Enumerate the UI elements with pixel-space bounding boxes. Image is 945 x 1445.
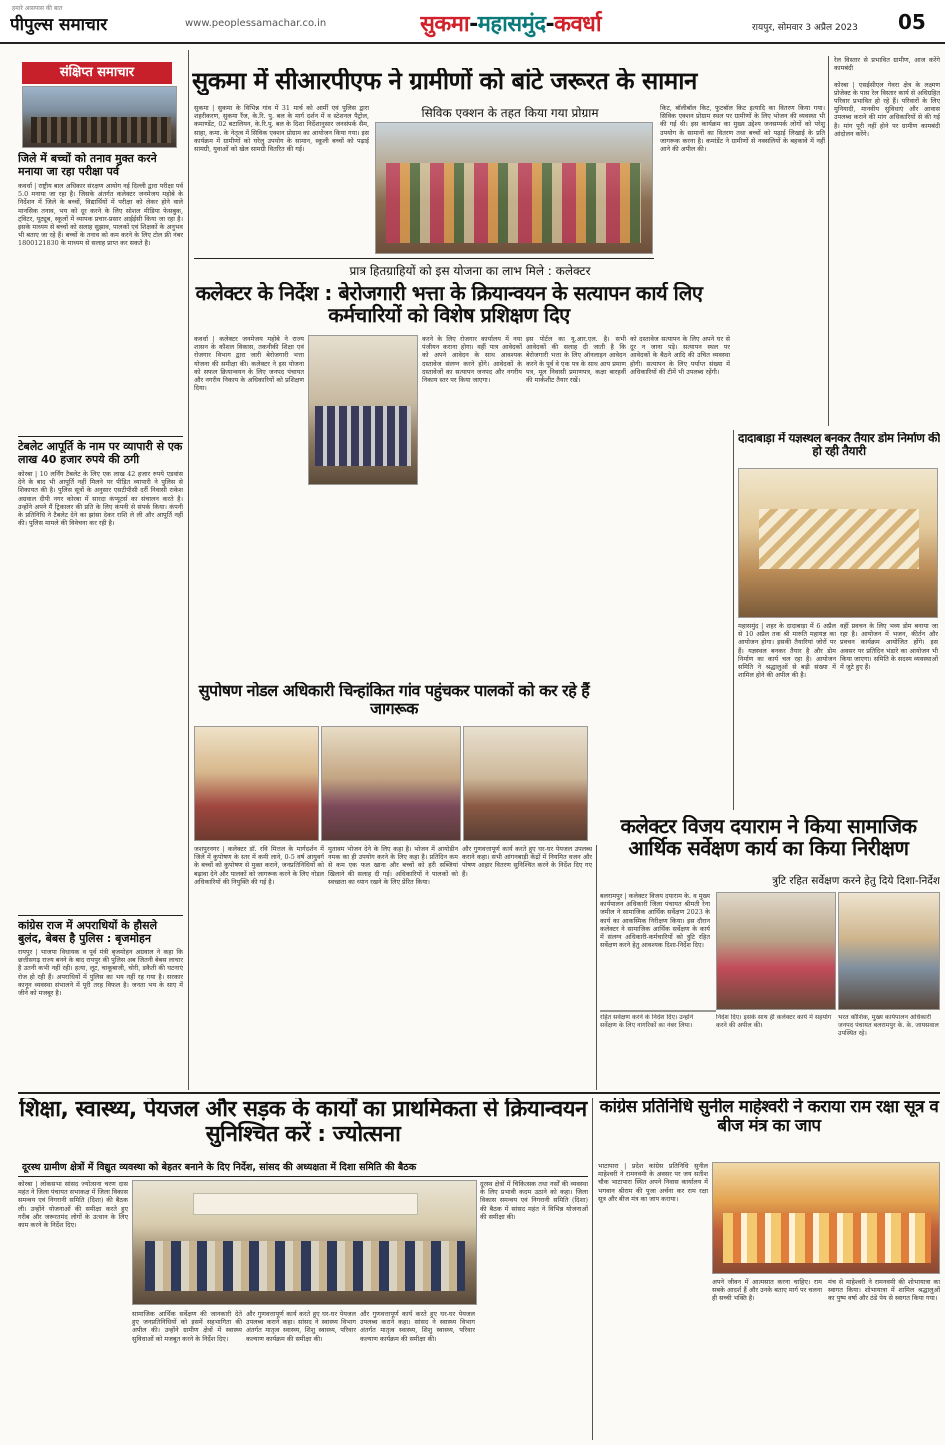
story2-body-3: इस पोर्टल का यू.आर.एल. है। सभी आवेदकों की सलाह दी जाती है कि बेरोजगारी भत्ता के लिए ऑनलाइन आवेदन करने के पूर्व वे एक पत्र के साथ आय प्रमाण पत्र, मूल निवासी प्रमाणपत्र, कक्षा बारहवीं की मार्कशीट तैयार रखें।: [526, 335, 626, 385]
story1-body-left: सुकमा | सुकमा के विभिन्न गांव में 31 मार्च को आर्मी एवं पुलिस द्वारा शहरीकरण, सुकमा रैंज, के.रि. पु. बल के मार्ग दर्शन में व स्टेशनल पैट्रोल, कमाण्डेंट, 02 बटालियन, के.रि.पु. बल के दिशा निर्देशानुसार जनसंपर्क सैम, साहा, कमा. के नेतृत्व में सिविक एक्शन प्रोग्राम का आयोजन किया गया। इस कार्यक्रम में ग्रामीणों को घरेलु उपयोग के सामान, स्कूली बच्चों को पढ़ाई सामग्री, युवाओं को खेल सामग्री वितरित की गई।: [194, 104, 369, 154]
story6-kicker: दूरस्थ ग्रामीण क्षेत्रों में विद्युत व्यवस्था को बेहतर बनाने के दिए निर्देश, सांसद की अध्यक्षता में दिशा समिति की बैठक: [22, 1162, 417, 1173]
nutrition-awareness-photo-2: [321, 726, 461, 841]
students-exam-photo: [22, 86, 177, 148]
story4-headline: सुपोषण नोडल अधिकारी चिन्हांकित गांव पहुंचकर पालकों को कर रहे हैं जागरूक: [198, 682, 590, 718]
story5-caption-2: निर्देश दिए। इसके साथ ही कलेक्टर कार्य में सहयोग करने की अपील की।: [716, 1014, 832, 1029]
ram-raksha-ceremony-photo: [712, 1162, 940, 1274]
story3-body-right: वहीं प्रवचन के लिए भव्य डोम बनाया जा रहा है। आयोजन में भजन, कीर्तन और प्रवचन कार्यक्रम आयोजित होंगे। इस अवसर पर प्रतिदिन भंडारे का आयोजन भी किया जाएगा। समिति के सदस्य व्यवस्थाओं में जुटे हुए हैं।: [840, 622, 938, 672]
nutrition-awareness-photo-3: [463, 726, 588, 841]
section-title: सुकमा-महासमुंद-कवर्धा: [420, 12, 602, 37]
left-article3-headline: कांग्रेस राज में अपराधियों के हौसले बुलंद, बेबस है पुलिस : बृजमोहन: [18, 919, 158, 946]
left-article2-headline: टेबलेट आपूर्ति के नाम पर व्यापारी से एक लाख 40 हजार रुपये की ठगी: [18, 440, 183, 467]
left-article2-body: कोरबा | 10 लर्निंग टैबलेट के लिए एक लाख 42 हजार रुपये एडवांस देने के बाद भी आपूर्ति नहीं मिलने पर पीड़ित व्यापारी ने पुलिस से शिकायत की है। पुलिस सूत्रों के अनुसार एसटीपीसी दर्री निवासी राकेश अग्रवाल दीपी नगर कोरबा में सारदा कंप्यूटर्स का संचालन करते है। उन्होंने अपने मैं ट्रिकालर की प्रति के लिए कंपनी से संपर्क किया। कंपनी के प्रतिनिधि ने टैबलेट देने का झांसा देकर राशि ले ली और आपूर्ति नहीं की। पुलिस मामले की विवेचना कर रही है।: [18, 470, 183, 528]
story4-body-3: और गुणवत्तापूर्ण कार्य करते हुए घर-घर पेयजल उपलब्ध कराने कहा। सभी आंगनबाड़ी केंद्रों में नियमित वजन और पोषण आहार वितरण सुनिश्चित करने के निर्देश दिए गए हैं।: [462, 845, 592, 878]
story5-headline: कलेक्टर विजय दयाराम ने किया सामाजिक आर्थिक सर्वेक्षण कार्य का किया निरीक्षण: [620, 815, 917, 860]
section-sukma: सुकमा: [420, 12, 470, 37]
story2-body-4: को दस्तावेज सत्यापन के लिए अपने घर से दूर न जाना पड़े। सत्यापन स्थल पर आवेदकों के बैठने आदि की उचित व्यवस्था होगी। सत्यापन के लिए पर्याप्त संख्या में अधिकारियों की टीमें भी उपलब्ध रहेंगी।: [630, 335, 730, 376]
story6-body-2: सामाजिक आर्थिक सर्वेक्षण की जानकारी देते हुए जनप्रतिनिधियों को इसमें सहभागिता की अपील की। उन्होंने ग्रामीण क्षेत्रों में स्वास्थ्य सुविधाओं को मजबूत करने के निर्देश दिए।: [132, 1310, 242, 1343]
disha-meeting-photo: [132, 1180, 477, 1305]
story1-photo-caption: सिविक एक्शन के तहत किया गया प्रोग्राम: [421, 106, 599, 120]
section-kawardha: कवर्धा: [554, 12, 602, 37]
story3-headline: दादाबाड़ा में यज्ञस्थल बनकर तैयार डोम निर्माण की हो रही तैयारी: [738, 432, 940, 459]
training-meeting-photo: [308, 335, 418, 485]
left-article1-headline: जिले में बच्चों को तनाव मुक्त करने मनाया जा रहा परीक्षा पर्व: [18, 152, 157, 179]
survey-inspection-photo-1: [716, 892, 836, 1010]
story7-body-3: मंच से माहेश्वरी ने रामनवमी की शोभायात्रा का स्वागत किया। शोभायात्रा में शामिल श्रद्धालुओं का पुष्प वर्षा और ठंडे पेय से स्वागत किया गया।: [828, 1278, 940, 1303]
story6-body-4: दूरस्थ क्षेत्रों में चिकित्सक तथा नर्सों की व्यवस्था के लिए प्रभावी कदम उठाने को कहा। जिला विकास समन्वय एवं निगरानी समिति (दिशा) की बैठक में सांसद महंत ने विभिन्न योजनाओं की समीक्षा की।: [480, 1180, 588, 1221]
logo-tagline: हमारे आसपास की बात: [12, 5, 63, 12]
story1-body-middle: किट, बॉलीबॉल किट, फुटबॉल किट इत्यादि का वितरण किया गया। सिविक एक्शन प्रोग्राम स्थल पर ग्रामीणों के लिए भोजन की व्यवस्था भी की गई थी। इस कार्यक्रम का मुख्य उद्देश्य जनसम्पर्क लोगों को परेशु उपयोग के सामानों का वितरण तथा बच्चों को पढ़ाई लिखाई के प्रति जागरूक करना है। कमांडेंट ने ग्रामीणों से नक्सलियों के बहकावे में नहीं आने की अपील की।: [660, 104, 825, 154]
story1-headline: सुकमा में सीआरपीएफ ने ग्रामीणों को बांटे जरूरत के सामान: [192, 68, 697, 95]
story7-headline: कांग्रेस प्रतिनिधि सुनील माहेश्वरी ने कराया राम रक्षा सूत्र व बीज मंत्र का जाप: [599, 1098, 939, 1137]
story4-body-2: मुतावम भोजन देने के लिए कहा है। भोजन में आयोडीन नमक का ही उपयोग करने के लिए कहा है। प्रतिदिन कम से कम एक फल खाना और बच्चों को हरी सब्जियां खिलाने की सलाह दी गई। अधिकारियों ने पालकों को स्वच्छता का ध्यान रखने के लिए प्रेरित किया।: [328, 845, 458, 886]
crpf-distribution-photo: [375, 122, 653, 254]
story6-body-1: कोरबा | लोकसभा सांसद ज्योत्सना चरण दास महंत ने जिला पंचायत सभाकक्ष में जिला विकास समन्वय एवं निगरानी समिति (दिशा) की बैठक ली। उन्होंने योजनाओं की समीक्षा करते हुए गरीब और जरूरतमंद लोगों के उत्थान के लिए काम करने के निर्देश दिए।: [18, 1180, 128, 1230]
newspaper-logo: [10, 4, 175, 38]
brief-news-title: संक्षिप्त समाचार: [59, 65, 135, 80]
story6-headline: शिक्षा, स्वास्थ्य, पेयजल और सड़क के कार्यों का प्राथमिकता से क्रियान्वयन सुनिश्चित करें : ज्योत्सना: [19, 1098, 587, 1147]
story6-body-5: और गुणवत्तापूर्ण कार्य करते हुए घर-घर पेयजल उपलब्ध कराने कहा। सांसद ने स्वास्थ्य विभाग अंतर्गत मातृत्व स्वास्थ्य, शिशु स्वास्थ्य, परिवार कल्याण कार्यक्रम की समीक्षा की।: [360, 1310, 475, 1343]
left-article1-body: कवर्धा | राष्ट्रीय बाल अधिकार संरक्षण आयोग नई दिल्ली द्वारा परीक्षा पर्व 5.0 मनाया जा रहा है। जिसके अंतर्गत कलेक्टर जनमेजय महोबे के निर्देशन में जिले के बच्चों, विद्यार्थियों में परीक्षा को लेकर होने वाले मानसिक तनाव, भय को दूर करने के लिए सोशल मीडिया फेसबुक, ट्विटर, यूट्यूब, स्कूलों में व्यापक प्रचार-प्रसार आईईसी किया जा रहा है। इसके माध्यम से बच्चों को सलाह सुझाव, पालकों एवं शिक्षकों के अनुभव भी बताए जा रहे हैं। बच्चों के तनाव को कम करने के लिए टोल फ्री नंबर 1800121830 के माध्यम से सलाह प्राप्त कर सकते है।: [18, 182, 183, 248]
masthead: [0, 0, 945, 44]
story5-caption-1: रहित सर्वेक्षण करने के निर्देश दिए। उन्होंने सर्वेक्षण के लिए नागरिकों का नंबर लिया।: [600, 1014, 694, 1029]
story4-body-1: जशपुरनगर | कलेक्टर डॉ. रवि मित्तल के मार्गदर्शन में जिले में कुपोषण के स्तर में कमी लाने, 0-5 वर्ष आयुवर्ग के बच्चों को कुपोषण से मुक्त कराने, जनप्रतिनिधियों को बढ़ावा देने और पालकों को जागरूक करने के लिए नोडल अधिकारियों की नियुक्ति की गई है।: [194, 845, 324, 886]
nutrition-awareness-photo-1: [194, 726, 319, 841]
yagya-site-photo: [738, 468, 938, 618]
section-mahasamund: महासमुंद: [477, 12, 546, 37]
logo-text: पीपुल्स समाचार: [10, 15, 108, 35]
story5-caption-3: भरत कौशिक, मुख्य कार्यपालन अधिकारी जनपद पंचायत बलरामपुर के. के. जायसवाल उपस्थित रहे।: [838, 1014, 939, 1037]
story2-kicker: प्रात्र हितग्राहियों को इस योजना का लाभ मिले : कलेक्टर: [349, 264, 591, 278]
brief-news-box: [22, 62, 172, 84]
story7-body-2: अपने जीवन में आत्मसात करना चाहिए। राम सबके आदर्श हैं और उनके बताए मार्ग पर चलना ही सच्ची भक्ति है।: [712, 1278, 822, 1303]
story5-body: बलरामपुर | कलेक्टर विजय दयाराम के. व मुख्य कार्यपालन अधिकारी जिला पंचायत श्रीमती रेना जमील ने सामाजिक आर्थिक सर्वेक्षण 2023 के कार्य का आकस्मिक निरीक्षण किया। इस दौरान कलेक्टर ने सामाजिक आर्थिक सर्वेक्षण के कार्य में संलग्न अधिकारी-कर्मचारियों को त्रुटि रहित सर्वेक्षण करने हेतु आवश्यक दिशा-निर्देश दिए।: [600, 892, 710, 950]
survey-inspection-photo-2: [838, 892, 940, 1010]
page-number: 05: [898, 10, 926, 34]
left-article3-body: रायपुर | भाजपा विधायक व पूर्व मंत्री बृजमोहन अग्रवाल ने कहा कि छत्तीसगढ़ राज्य बनने के बाद रायपुर की पुलिस अब जितनी बेबस लाचार है उतनी कभी नहीं रही। हत्या, लूट, चाकूबाजी, चोरी, डकैती की घटनाएं रोज हो रही हैं। अपराधियों में पुलिस का भय नहीं रह गया है। सरकार कानून व्यवस्था संभालने में पूरी तरह विफल है। जनता भय के साए में जीने को मजबूर है।: [18, 948, 183, 998]
story6-body-3: और गुणवत्तापूर्ण कार्य करते हुए घर-घर पेयजल उपलब्ध कराने कहा। सांसद ने स्वास्थ्य विभाग अंतर्गत मातृत्व स्वास्थ्य, शिशु स्वास्थ्य, परिवार कल्याण कार्यक्रम की समीक्षा की।: [246, 1310, 356, 1343]
story3-body-left: महासमुंद | शहर के दादाबाड़ा में 6 अप्रैल से 10 अप्रैल तक श्री मारुति महायज्ञ का आयोजन होगा। इसकी तैयारियां जोरों पर हैं। यज्ञस्थल बनकर तैयार है और डोम निर्माण का कार्य चल रहा है। आयोजन समिति ने श्रद्धालुओं से बड़ी संख्या में शामिल होने की अपील की है।: [738, 622, 836, 680]
story5-kicker: त्रुटि रहित सर्वेक्षण करने हेतु दिये दिशा-निर्देश: [772, 875, 940, 887]
story2-headline: कलेक्टर के निर्देश : बेरोजगारी भत्ता के क्रियान्वयन के सत्यापन कार्य लिए कर्मचारियों को विशेष प्रशिक्षण दिए: [195, 282, 703, 327]
survey-inspection-photo-3: [600, 1010, 716, 1012]
dateline: रायपुर, सोमवार 3 अप्रैल 2023: [752, 23, 858, 33]
story2-body-2: करने के लिए रोजगार कार्यालय में नया पंजीयन कराना होगा। वहीं पात्र आवेदकों को अपने आवेदन के साथ आवश्यक दस्तावेज संलग्न करने होंगे। आवेदकों के दस्तावेजों का सत्यापन जनपद और नगरीय निकाय स्तर पर किया जाएगा।: [422, 335, 522, 385]
story1-side-article: रेल विस्तार से प्रभावित ग्रामीण, आज करेंगे कामबंदी कोरबा | एसईसीएल गेवरा क्षेत्र के लक्ष्मण प्रोजेक्ट के पास रेल विस्तार कार्य से अधिग्रहित परिवार प्रभावित हो रहे हैं। परिवारों के लिए मुनियादी, मानवीय सुविधाएं और आवास उपलब्ध कराने की मांग अधिकारियों से की गई है। मांग पूरी नहीं होने पर ग्रामीण कामबंदी आंदोलन करेंगे।: [834, 56, 940, 138]
story7-body-1: भाटापारा | प्रदेश कांग्रेस प्रतिनिधि सुनील माहेश्वरी ने रामनवमी के अवसर पर जय सतीश चौक भाटापारा स्थित अपने निवास कार्यालय में भगवान श्रीराम की पूजा अर्चना कर राम रक्षा सूत्र और बीज मंत्र का जाप कराया।: [598, 1162, 708, 1203]
website-url[interactable]: www.peoplessamachar.co.in: [185, 18, 327, 29]
story2-body-1: कवर्धा | कलेक्टर जनमेजय महोबे ने राज्य शासन के कौशल विकास, तकनीकी शिक्षा एवं रोजगार विभाग द्वारा जारी बेरोजगारी भत्ता योजना की समीक्षा की। कलेक्टर ने इस योजना को सफल क्रियान्वयन के लिए जनपद पंचायत और नगरीय निकाय के अधिकारियों को प्रशिक्षण दिया।: [194, 335, 304, 393]
